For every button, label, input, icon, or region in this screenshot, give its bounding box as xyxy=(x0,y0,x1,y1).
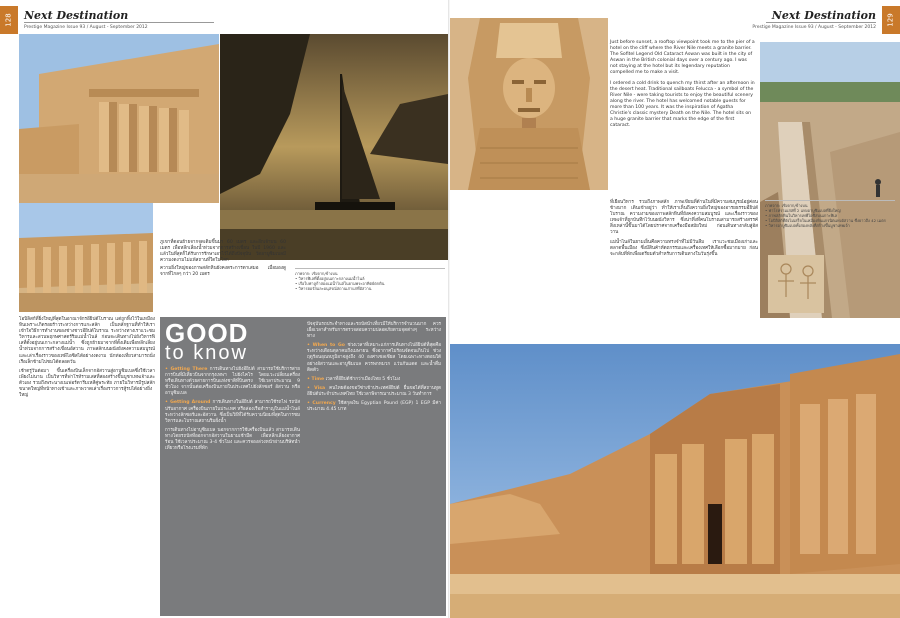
good-to-know-item-text: การเดินทางไปยังอียิปต์ สามารถใช้บริการสายการบินที่มีเที่ยวบินจากกรุงเทพฯ ไปยังไคโร โดยแวะเปลี่ยนเครื่อง หรือเดินทางด้วยสายการบินแห่งชาติที่บินตรง ใช้เวลาประมาณ 9 ชั่วโมง จากนั้นต่อเครื่องบินภายในประเทศไปยังลักซอร์ อัสวาน หรืออาบูซิมเบล xyxy=(165,367,300,397)
issue-line-right: Prestige Magazine Issue 93 / August - September 2012 xyxy=(752,25,876,30)
main-paragraph-2: เช้าตรู่วันต่อมา ขึ้นเครื่องบินเล็กจากอัสวานสู่อาบูซิมเบลซึ่งใช้เวลาเพียงไม่นาน เป็นวิหารที่ฟาโรห์รามเสสที่สองสร้างขึ้นบูชาเทพเจ้าและตัวเอง รวมถึงพระนางเนเฟอร์ตารีมเหสีคู่พระทัย ภายในวิหารมีรูปสลักขนาดใหญ่ที่หน้าทางเข้าและภาพวาดเล่าเรื่องราวการสู้รบได้อย่างยิ่งใหญ่ xyxy=(19,368,155,399)
felucca-sunset-photo xyxy=(220,34,448,260)
good-to-know-item xyxy=(165,400,300,424)
good-to-know-column-2 xyxy=(307,322,441,416)
thai-paragraph-1: ที่เยือนวิหาร รวมถึงภาพสลัก ภาพเขียนที่ด้านในที่มีความสมบูรณ์อยู่ค่อนข้างมาก เดินเข้าอยู่ว่า ทำให้เราเห็นถึงความยิ่งใหญ่ของอารยธรรมอียิปต์โบราณ ความงามของภาพสลักหินที่ยังคงความสมบูรณ์ และเรื่องราวของเทพเจ้าที่ถูกบันทึกไว้บนผนังวิหาร ซึ่งน่าทึ่งที่คนโบราณสามารถสร้างสรรค์สิ่งเหล่านี้ขึ้นมาได้โดยปราศจากเครื่องมือสมัยใหม่ ก่อนเดินทางกลับสู่อัสวาน xyxy=(610,200,758,236)
thai-text xyxy=(610,200,758,258)
right-page xyxy=(450,0,900,618)
good-to-know-item-text: ช่วงเวลาที่เหมาะแก่การเดินทางไปอียิปต์ที่สุดคือระหว่างเดือนตุลาคมถึงเมษายน ซึ่งอากาศไม่ร้อนจัดจนเกินไป ช่วงฤดูร้อนอุณหภูมิอาจสูงถึง 40 องศาเซลเซียส โดยเฉพาะทางตอนใต้อย่างอัสวานและอาบูซิมเบล ควรพกหมวก แว่นกันแดด และน้ำดื่มติดตัว xyxy=(307,343,441,373)
page-number-left: 128 xyxy=(0,6,18,34)
header-rule-right xyxy=(766,22,876,23)
good-to-know-item xyxy=(307,377,441,383)
abu-simbel-photo xyxy=(450,344,900,618)
intro-paragraph-2: ความยิ่งใหญ่ของภาพสลักหินยังคงตระการตาเสมอ เมื่อมองดูจากที่ไกลๆ กว่า 20 เมตร xyxy=(160,266,286,278)
good-to-know-item-label: • Currency xyxy=(307,401,336,407)
ramses-statue-photo xyxy=(450,18,608,190)
intro-text xyxy=(160,240,286,279)
header-rule-left xyxy=(24,22,214,23)
good-to-know-item xyxy=(307,401,441,413)
good-to-know-title-line-1: GOOD xyxy=(165,318,249,348)
good-to-know-item-text: การเดินทางไปอาบูซิมเบล นอกจากการใช้เครื่องบินแล้ว สามารถเดินทางโดยรถบัสที่ออกจากอัสวานในยามเช้ามืด เพื่อหลีกเลี่ยงอากาศร้อน ใช้เวลาประมาณ 3-4 ชั่วโมง และควรจองล่วงหน้าผ่านบริษัทนำเที่ยวหรือโรงแรมที่พัก xyxy=(165,427,300,452)
english-text xyxy=(610,40,755,129)
relief-carving-photo xyxy=(768,255,824,313)
good-to-know-item xyxy=(307,343,441,373)
good-to-know-title xyxy=(165,318,249,365)
good-to-know-item-label: • Getting There xyxy=(165,367,208,372)
section-brand-right: Next Destination xyxy=(771,9,876,22)
good-to-know-item-label: • Visa xyxy=(307,385,326,391)
issue-line-left: Prestige Magazine Issue 93 / August - September 2012 xyxy=(24,25,148,30)
left-photo-caption: ภาพจาก: เชิงจาก/ข้างบน • วิหารฟิเลที่ตั้งอยู่บนเกาะกลางแม่น้ำไนล์ • เรือใบฟาลูก้าล่องแม่น้ำไนล์ในยามพระอาทิตย์ตกดิน • วิหารฮอรัสและอนุสรณ์สถานเก่าแก่ที่อัสวาน xyxy=(295,268,445,291)
main-paragraph-1: โอบิลิสก์ที่ยิ่งใหญ่ที่สุดในอาณาจักรอียิปต์โบราณ แต่ถูกทิ้งไว้ในเหมืองหินเพราะเกิดรอยร้าวระหว่างการแกะสลัก เป็นหลักฐานที่ทำให้เราเข้าใจวิธีการทำงานของช่างชาวอียิปต์โบราณ ระหว่างทางเราแวะชมวิหารและสวนพฤกษศาสตร์ริมแม่น้ำไนล์ ก่อนจะเดินทางไปยังวิหารฟิเลที่ตั้งอยู่บนเกาะกลางแม่น้ำ ซึ่งถูกย้ายมาจากที่ตั้งเดิมเพื่อหลีกเลี่ยงน้ำท่วมจากการสร้างเขื่อนอัสวาน ภาพสลักบนผนังยังคงความสมบูรณ์และเล่าเรื่องราวของเทพีไอซิสได้อย่างงดงาม นักท่องเที่ยวสามารถนั่งเรือเล็กข้ามไปชมได้ตลอดวัน xyxy=(19,317,155,365)
good-to-know-title-line-2: to know xyxy=(165,342,248,364)
good-to-know-item-text: ปัจจุบันรถประจำทางและรถบัสนำเที่ยวมีให้บริการจำนวนมาก ควรเผื่อเวลาสำหรับการตรวจสอบความปลอดภัยตามจุดต่างๆ ระหว่างทาง xyxy=(307,322,441,340)
thai-paragraph-2: แม่น้ำไนล์ในยามเย็นคือความทรงจำที่ไม่มีวันลืม เราแวะชมเมืองเก่าและตลาดพื้นเมือง ซึ่งมีสินค้าหัตถกรรมและเครื่องเทศให้เลือกซื้อมากมาย ก่อนจะกลับที่พักเพื่อเตรียมตัวสำหรับการเดินทางในวันรุ่งขึ้น xyxy=(610,239,758,257)
english-paragraph-2: I ordered a cold drink to quench my thirst after an afternoon in the desert heat. Traditional sailboats Felucca - a symbol of the River Nile - were taking tourists to enjoy the beautiful scenery along the river. The hotel has welcomed notable guests for more than 100 years. It was the inspiration of Agatha Christie's classic mystery Death on the Nile. The hotel sits on a huge granite barrier that marks the edge of the first cataract. xyxy=(610,80,755,129)
good-to-know-item xyxy=(307,386,441,398)
good-to-know-item-text: เวลาที่อียิปต์ช้ากว่าเมืองไทย 5 ชั่วโมง xyxy=(324,376,401,382)
colonnade-photo xyxy=(19,203,153,312)
good-to-know-column-1 xyxy=(165,367,300,455)
right-photo-caption: ภาพจาก: เชิงจาก/ข้างบน • ฟาโรห์รามเสสที่ 2 แห่งอาบูซิมเบลที่ยิ่งใหญ่ • ภาพสลักหินในวิหารเทพีไอซิสบนเกาะฟิเล • โอบิลิสก์ที่ยังไม่เสร็จในเหมืองหินแกรนิตแห่งอัสวาน ซึ่งยาวถึง 42 เมตร • วิหารอาบูซิมเบลทั้งสองหลังที่สร้างขึ้นบูชาเทพเจ้า xyxy=(765,200,895,228)
good-to-know-item-label: • When to Go xyxy=(307,343,345,349)
main-text xyxy=(19,317,155,399)
page-number-right: 129 xyxy=(882,6,900,34)
section-brand-left: Next Destination xyxy=(24,9,129,22)
temple-photo xyxy=(19,34,219,203)
good-to-know-item xyxy=(165,367,300,397)
good-to-know-item-label: • Time xyxy=(307,376,325,382)
good-to-know-item-text: ใช้สกุลเงิน Egyptian Pound (EGP) 1 EGP มีค่าประมาณ 4.45 บาท xyxy=(307,401,441,413)
good-to-know-item-text: การเดินทางในอียิปต์ สามารถใช้รถไฟ รถบัสปรับอากาศ เครื่องบินภายในประเทศ หรือล่องเรือสำราญในแม่น้ำไนล์ระหว่างลักซอร์และอัสวาน ซึ่งเป็นวิธีที่ได้รับความนิยมที่สุดในการชมวิหารและโบราณสถานริมฝั่งน้ำ xyxy=(165,400,300,424)
english-paragraph-1: Just before sunset, a rooftop viewpoint took me to the pier of a hotel on the cliff where the River Nile meets a granite barrier. The Sofitel Legend Old Cataract Aswan was built in the city of Aswan in the British colonial days over a century ago. I was not staying at the hotel but its legendary reputation compelled me to make a visit. xyxy=(610,40,755,76)
good-to-know-item-text: คนไทยต้องขอวีซ่าเข้าประเทศอียิปต์ ยื่นขอได้ที่สถานทูตอียิปต์ประจำประเทศไทย ใช้เวลาพิจารณาประมาณ 3 วันทำการ xyxy=(307,385,441,397)
good-to-know-item-label: • Getting Around xyxy=(165,400,211,406)
good-to-know-item xyxy=(165,428,300,452)
intro-paragraph-1: ภูเขาที่ตอนย้ายจากจุดเดิมขึ้นมา 60 เมตร และอีกเจ้าบน 60 เมตร เพื่อหลีกเลี่ยงน้ำท่วมจากการสร้างเขื่อน ในปี 1960 และแล้วในที่สุดก็ได้รับการรักษาเอาไว้ได้ถึงปัจจุบัน วัดอาบูซิมเบลมีความงดงามไม่แพ้สถานที่ใดในโลก xyxy=(160,240,286,264)
good-to-know-item xyxy=(307,322,441,340)
